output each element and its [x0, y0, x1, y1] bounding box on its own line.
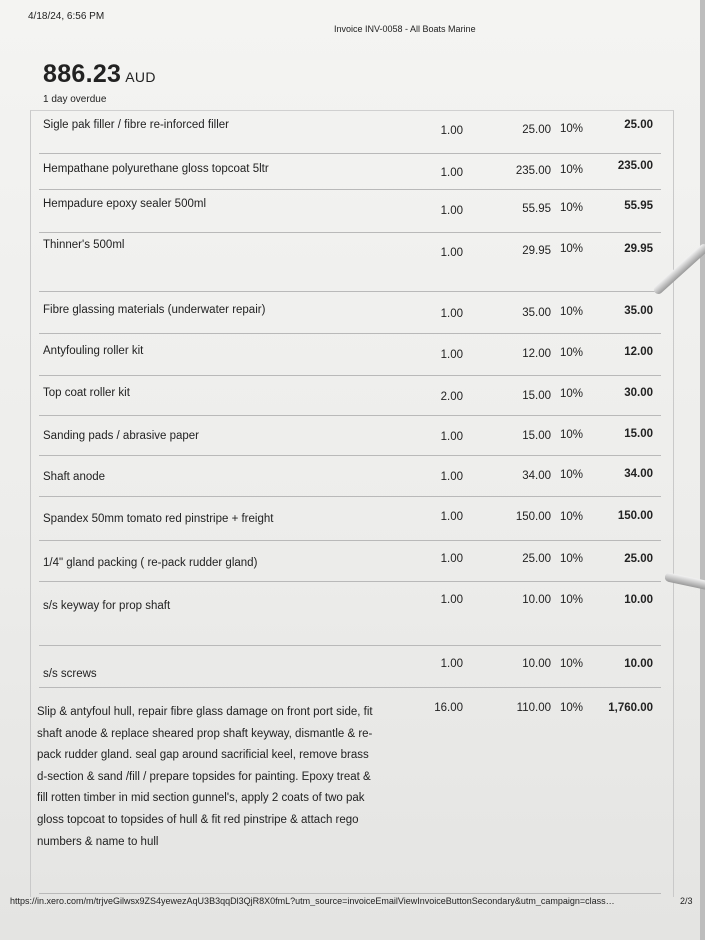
line-item-row	[31, 334, 671, 376]
item-description: Hempathane polyurethane gloss topcoat 5ltr	[43, 163, 269, 175]
overdue-status: 1 day overdue	[43, 94, 107, 105]
item-unit-price: 29.95	[522, 245, 551, 257]
line-items-table	[30, 110, 674, 897]
line-item-row	[31, 376, 671, 416]
item-unit-price: 55.95	[522, 203, 551, 215]
item-unit-price: 15.00	[522, 430, 551, 442]
item-unit-price: 10.00	[522, 658, 551, 670]
print-datetime: 4/18/24, 6:56 PM	[28, 11, 105, 22]
item-tax-rate: 10%	[559, 658, 583, 670]
item-tax-rate: 10%	[559, 429, 583, 441]
item-quantity: 1.00	[440, 247, 463, 259]
item-quantity: 1.00	[440, 167, 463, 179]
item-amount: 55.95	[624, 200, 653, 212]
item-tax-rate: 10%	[559, 243, 583, 255]
line-item-row	[31, 190, 671, 233]
item-quantity: 2.00	[440, 391, 463, 403]
line-item-row	[31, 497, 671, 541]
item-tax-rate: 10%	[559, 702, 583, 714]
amount-currency: AUD	[125, 69, 156, 85]
item-description: Spandex 50mm tomato red pinstripe + freight	[43, 513, 274, 525]
item-unit-price: 15.00	[522, 390, 551, 402]
item-tax-rate: 10%	[559, 306, 583, 318]
item-unit-price: 110.00	[516, 702, 551, 714]
item-description: Sanding pads / abrasive paper	[43, 430, 199, 442]
line-item-row	[31, 456, 671, 497]
item-tax-rate: 10%	[559, 469, 583, 481]
amount-due	[43, 60, 156, 89]
document-title: Invoice INV-0058 - All Boats Marine	[334, 24, 476, 34]
item-quantity: 1.00	[440, 553, 463, 565]
item-description: Top coat roller kit	[43, 387, 130, 399]
item-quantity: 1.00	[440, 431, 463, 443]
item-description: Antyfouling roller kit	[43, 345, 144, 357]
item-quantity: 1.00	[440, 511, 463, 523]
item-description: Sigle pak filler / fibre re-inforced filler	[43, 119, 229, 131]
item-quantity: 1.00	[440, 125, 463, 137]
line-item-row	[31, 292, 671, 334]
item-tax-rate: 10%	[559, 123, 583, 135]
line-item-row	[31, 582, 671, 646]
item-unit-price: 34.00	[522, 470, 551, 482]
item-unit-price: 25.00	[522, 553, 551, 565]
line-item-row	[31, 688, 671, 894]
item-tax-rate: 10%	[559, 388, 583, 400]
item-quantity: 16.00	[434, 702, 463, 714]
item-tax-rate: 10%	[559, 202, 583, 214]
item-amount: 12.00	[624, 346, 653, 358]
item-quantity: 1.00	[440, 308, 463, 320]
item-tax-rate: 10%	[559, 553, 583, 565]
item-amount: 25.00	[624, 553, 653, 565]
item-amount: 29.95	[624, 243, 653, 255]
item-description: Hempadure epoxy sealer 500ml	[43, 198, 207, 210]
item-amount: 35.00	[624, 305, 653, 317]
item-amount: 10.00	[624, 658, 653, 670]
item-amount: 15.00	[624, 428, 653, 440]
page-number: 2/3	[680, 896, 693, 906]
item-tax-rate: 10%	[559, 164, 583, 176]
item-description: Thinner's 500ml	[43, 239, 125, 251]
line-item-row	[31, 111, 671, 154]
line-item-row	[31, 154, 671, 190]
item-amount: 25.00	[624, 119, 653, 131]
item-tax-rate: 10%	[559, 594, 583, 606]
page-url: https://in.xero.com/m/trjveGilwsx9ZS4yewezAqU3B3qqDl3QjR8X0fmL?utm_source=invoiceEmailViewInvoiceButtonSecondary&utm_campaign=class…	[10, 896, 615, 906]
item-quantity: 1.00	[440, 205, 463, 217]
item-unit-price: 235.00	[515, 165, 551, 177]
item-quantity: 1.00	[440, 471, 463, 483]
item-quantity: 1.00	[440, 658, 463, 670]
line-item-row	[31, 646, 671, 688]
item-description: Fibre glassing materials (underwater repair)	[43, 304, 266, 316]
item-unit-price: 25.00	[522, 124, 551, 136]
item-description: s/s keyway for prop shaft	[43, 600, 171, 612]
item-description: 1/4" gland packing ( re-pack rudder gland)	[43, 557, 258, 569]
item-amount: 10.00	[624, 594, 653, 606]
item-amount: 1,760.00	[608, 702, 653, 714]
item-tax-rate: 10%	[559, 347, 583, 359]
item-unit-price: 35.00	[522, 307, 551, 319]
item-unit-price: 150.00	[515, 511, 551, 523]
item-amount: 34.00	[624, 468, 653, 480]
item-unit-price: 12.00	[522, 348, 551, 360]
item-description: Slip & antyfoul hull, repair fibre glass damage on front port side, fit shaft anode & replace sheared prop shaft keyway, dismantle & re-pack rudder gland. seal gap around sacrificial keel, remove brass d-section & sand /fill / prepare topsides for painting. Epoxy treat & fill rotten timber in mid section gunnel's, apply 2 coats of two pak gloss topcoat to topsides of hull & fit red pinstripe & attach rego numbers & name to hull	[37, 706, 373, 848]
line-item-row	[31, 541, 671, 582]
item-description: Shaft anode	[43, 471, 106, 483]
row-divider	[39, 893, 661, 894]
item-amount: 150.00	[617, 510, 653, 522]
amount-value: 886.23	[43, 60, 122, 88]
line-item-row	[31, 416, 671, 456]
item-quantity: 1.00	[440, 349, 463, 361]
item-description: s/s screws	[43, 668, 97, 680]
item-unit-price: 10.00	[522, 594, 551, 606]
item-amount: 30.00	[624, 387, 653, 399]
item-tax-rate: 10%	[559, 511, 583, 523]
item-amount: 235.00	[617, 160, 653, 172]
item-quantity: 1.00	[440, 594, 463, 606]
line-item-row	[31, 233, 671, 292]
